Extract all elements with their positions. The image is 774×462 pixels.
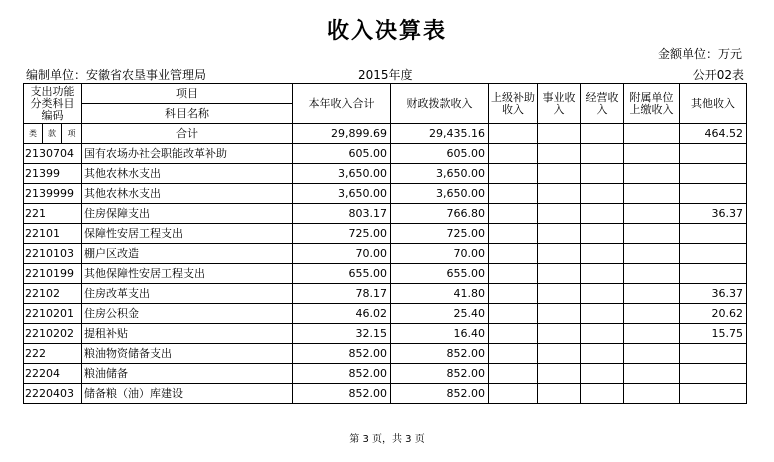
row-name: 储备粮（油）库建设 (82, 384, 293, 404)
row-operating-income (581, 244, 624, 264)
row-business-income (538, 284, 581, 304)
row-code: 2210199 (24, 264, 82, 284)
header-total-income: 本年收入合计 (293, 84, 391, 124)
row-fiscal-income: 16.40 (391, 324, 489, 344)
row-other-income (680, 264, 747, 284)
row-affiliated-income (624, 304, 680, 324)
row-name: 保障性安居工程支出 (82, 224, 293, 244)
row-business-income (538, 304, 581, 324)
row-code: 2210201 (24, 304, 82, 324)
row-name: 住房公积金 (82, 304, 293, 324)
row-total-income: 655.00 (293, 264, 391, 284)
row-superior-income (489, 364, 538, 384)
table-row (24, 244, 747, 264)
row-code: 2139999 (24, 184, 82, 204)
row-business-income (538, 184, 581, 204)
row-superior-income (489, 284, 538, 304)
row-name: 住房保障支出 (82, 204, 293, 224)
header-business-income: 事业收入 (538, 84, 581, 124)
form-number: 公开02表 (692, 68, 744, 82)
row-total-income: 852.00 (293, 364, 391, 384)
row-business-income (538, 364, 581, 384)
row-other-income (680, 364, 747, 384)
row-fiscal-income: 3,650.00 (391, 164, 489, 184)
row-business-income (538, 324, 581, 344)
row-business-income (538, 264, 581, 284)
header-kuan: 款 (43, 124, 62, 144)
row-name: 其他农林水支出 (82, 184, 293, 204)
report-title: 收入决算表 (326, 19, 447, 44)
row-business-income (538, 204, 581, 224)
row-other-income (680, 344, 747, 364)
row-name: 粮油储备 (82, 364, 293, 384)
row-superior-income (489, 204, 538, 224)
row-affiliated-income (624, 204, 680, 224)
row-other-income: 15.75 (680, 324, 747, 344)
row-name: 其他保障性安居工程支出 (82, 264, 293, 284)
header-item: 项目 (82, 84, 293, 104)
row-name: 提租补贴 (82, 324, 293, 344)
row-affiliated-income (624, 364, 680, 384)
total-row-operating (581, 124, 624, 144)
row-operating-income (581, 344, 624, 364)
row-superior-income (489, 164, 538, 184)
row-business-income (538, 224, 581, 244)
row-other-income: 20.62 (680, 304, 747, 324)
row-code: 221 (24, 204, 82, 224)
row-affiliated-income (624, 164, 680, 184)
row-superior-income (489, 324, 538, 344)
row-superior-income (489, 184, 538, 204)
row-code: 222 (24, 344, 82, 364)
row-code: 21399 (24, 164, 82, 184)
row-total-income: 3,650.00 (293, 184, 391, 204)
table-row (24, 364, 747, 384)
row-other-income: 36.37 (680, 284, 747, 304)
row-business-income (538, 164, 581, 184)
table-row (24, 384, 747, 404)
row-name: 国有农场办社会职能改革补助 (82, 144, 293, 164)
row-other-income (680, 384, 747, 404)
row-code: 22102 (24, 284, 82, 304)
row-fiscal-income: 70.00 (391, 244, 489, 264)
row-code: 2220403 (24, 384, 82, 404)
row-superior-income (489, 244, 538, 264)
row-superior-income (489, 144, 538, 164)
total-row-total: 29,899.69 (293, 124, 391, 144)
row-name: 粮油物资储备支出 (82, 344, 293, 364)
amount-unit: 金额单位：万元 (657, 47, 742, 61)
table-row (24, 284, 747, 304)
table-row (24, 144, 747, 164)
row-operating-income (581, 284, 624, 304)
row-superior-income (489, 384, 538, 404)
header-operating-income: 经营收入 (581, 84, 624, 124)
row-fiscal-income: 766.80 (391, 204, 489, 224)
row-total-income: 32.15 (293, 324, 391, 344)
row-operating-income (581, 224, 624, 244)
row-affiliated-income (624, 284, 680, 304)
row-total-income: 803.17 (293, 204, 391, 224)
row-total-income: 3,650.00 (293, 164, 391, 184)
row-fiscal-income: 41.80 (391, 284, 489, 304)
row-other-income (680, 244, 747, 264)
row-affiliated-income (624, 264, 680, 284)
header-superior-subsidy: 上级补助收入 (489, 84, 538, 124)
row-superior-income (489, 344, 538, 364)
row-affiliated-income (624, 244, 680, 264)
row-operating-income (581, 384, 624, 404)
header-other-income: 其他收入 (680, 84, 747, 124)
row-business-income (538, 144, 581, 164)
row-superior-income (489, 304, 538, 324)
compiling-unit: 编制单位：安徽省农垦事业管理局 (26, 68, 207, 82)
header-lei: 类 (24, 124, 43, 144)
table-row (24, 304, 747, 324)
row-affiliated-income (624, 224, 680, 244)
row-fiscal-income: 605.00 (391, 144, 489, 164)
row-name: 棚户区改造 (82, 244, 293, 264)
report-year: 2015年度 (358, 68, 413, 82)
row-superior-income (489, 264, 538, 284)
table-row (24, 344, 747, 364)
row-operating-income (581, 144, 624, 164)
table-row (24, 264, 747, 284)
row-operating-income (581, 324, 624, 344)
row-fiscal-income: 852.00 (391, 364, 489, 384)
row-affiliated-income (624, 144, 680, 164)
row-affiliated-income (624, 324, 680, 344)
header-affiliated-income: 附属单位上缴收入 (624, 84, 680, 124)
row-affiliated-income (624, 344, 680, 364)
total-row-business (538, 124, 581, 144)
total-row-other: 464.52 (680, 124, 747, 144)
row-operating-income (581, 184, 624, 204)
row-fiscal-income: 852.00 (391, 344, 489, 364)
table-row (24, 184, 747, 204)
row-total-income: 725.00 (293, 224, 391, 244)
row-other-income (680, 164, 747, 184)
table-row (24, 164, 747, 184)
row-code: 2210202 (24, 324, 82, 344)
row-fiscal-income: 3,650.00 (391, 184, 489, 204)
row-fiscal-income: 725.00 (391, 224, 489, 244)
row-operating-income (581, 204, 624, 224)
header-item-name: 科目名称 (82, 104, 293, 124)
total-row-fiscal: 29,435.16 (391, 124, 489, 144)
row-fiscal-income: 852.00 (391, 384, 489, 404)
table-row (24, 204, 747, 224)
row-total-income: 70.00 (293, 244, 391, 264)
row-total-income: 605.00 (293, 144, 391, 164)
row-other-income (680, 144, 747, 164)
row-operating-income (581, 164, 624, 184)
row-operating-income (581, 304, 624, 324)
row-name: 其他农林水支出 (82, 164, 293, 184)
row-total-income: 852.00 (293, 384, 391, 404)
header-code-column: 支出功能分类科目编码 (24, 84, 82, 124)
row-total-income: 78.17 (293, 284, 391, 304)
row-other-income (680, 224, 747, 244)
row-code: 22101 (24, 224, 82, 244)
row-code: 2210103 (24, 244, 82, 264)
row-affiliated-income (624, 384, 680, 404)
row-business-income (538, 344, 581, 364)
header-fiscal-income: 财政拨款收入 (391, 84, 489, 124)
table-row (24, 324, 747, 344)
total-row-affiliated (624, 124, 680, 144)
page-footer: 第 3 页，共 3 页 (349, 434, 425, 445)
row-fiscal-income: 655.00 (391, 264, 489, 284)
row-operating-income (581, 264, 624, 284)
row-operating-income (581, 364, 624, 384)
row-total-income: 46.02 (293, 304, 391, 324)
row-other-income (680, 184, 747, 204)
row-other-income: 36.37 (680, 204, 747, 224)
row-code: 22204 (24, 364, 82, 384)
header-xiang: 项 (62, 124, 82, 144)
row-name: 住房改革支出 (82, 284, 293, 304)
row-fiscal-income: 25.40 (391, 304, 489, 324)
total-row-label: 合计 (82, 124, 293, 144)
income-table (23, 83, 747, 404)
row-business-income (538, 244, 581, 264)
total-row-superior (489, 124, 538, 144)
row-business-income (538, 384, 581, 404)
row-superior-income (489, 224, 538, 244)
table-row (24, 224, 747, 244)
row-code: 2130704 (24, 144, 82, 164)
row-affiliated-income (624, 184, 680, 204)
row-total-income: 852.00 (293, 344, 391, 364)
